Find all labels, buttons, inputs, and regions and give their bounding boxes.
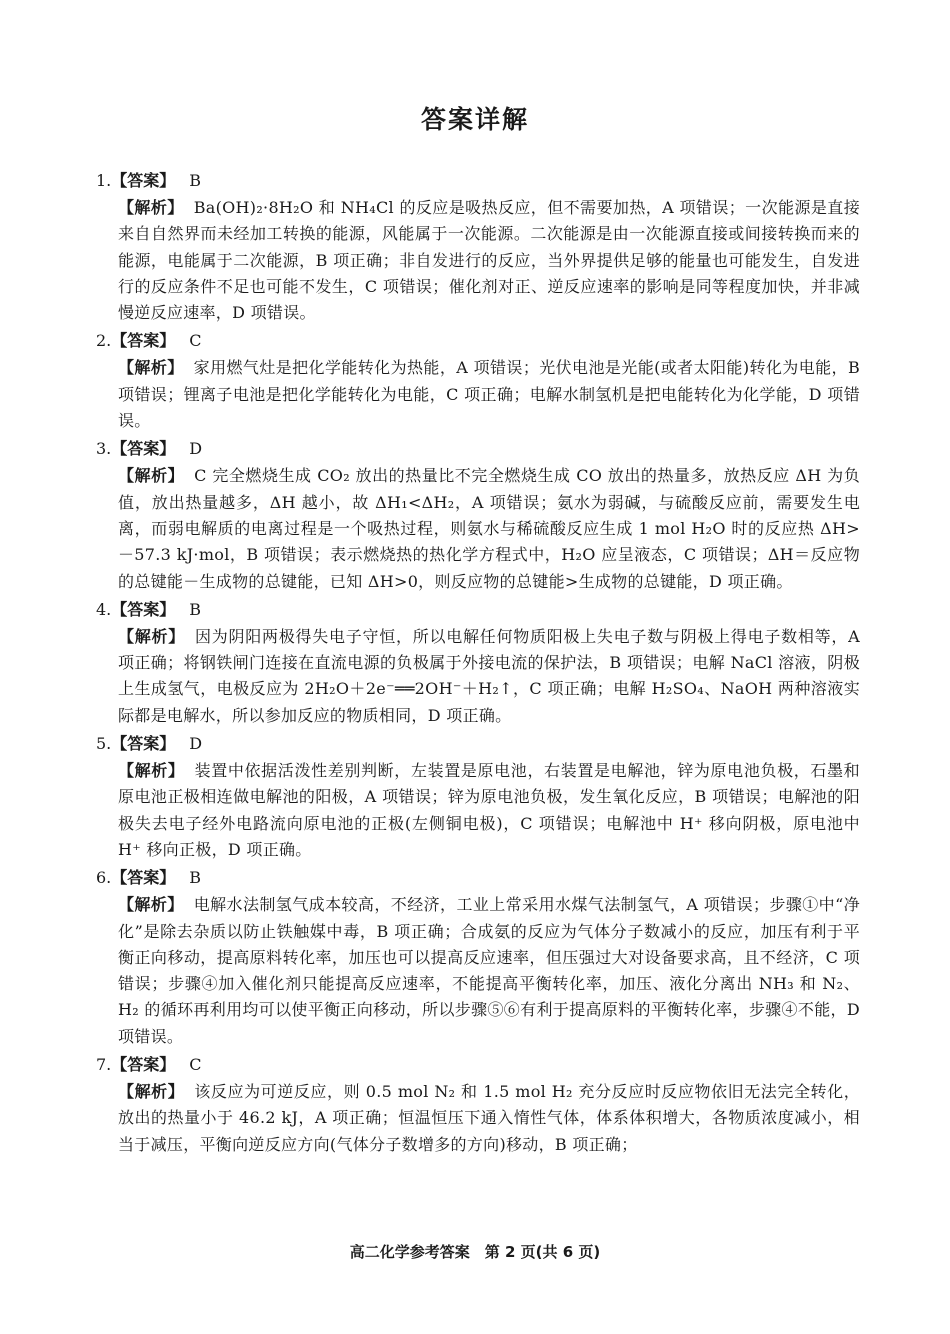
answer-line [96, 595, 860, 624]
answer-value: B [189, 171, 202, 190]
explanation-label: 【解析】 [118, 626, 185, 646]
page-title: 答案详解 [420, 105, 529, 134]
question-number: 1. [96, 171, 112, 190]
answer-line [96, 863, 860, 892]
answer-value: B [189, 599, 202, 619]
question-number: 6. [96, 868, 112, 888]
question-number: 7. [96, 1055, 112, 1075]
explanation-label: 【解析】 [118, 1082, 185, 1102]
explanation-label: 【解析】 [118, 358, 184, 378]
question-number: 3. [96, 439, 112, 459]
question-item-5 [96, 729, 860, 863]
explanation-label: 【解析】 [118, 761, 185, 781]
explanation [100, 1079, 860, 1158]
answer-line [96, 729, 860, 758]
explanation-text: 家用燃气灶是把化学能转化为热能，A 项错误；光伏电池是光能(或者太阳能)转化为电能，B 项错误；锂离子电池是把化学能转化为电能，C 项正确；电解水制氢机是把电能转化为化学能，D 项错误。 [118, 358, 860, 431]
explanation-text: C 完全燃烧生成 CO₂ 放出的热量比不完全燃烧生成 CO 放出的热量多，放热反应 ΔH 为负值，放出热量越多，ΔH 越小，故 ΔH₁<ΔH₂，A 项错误；氨水为弱碱，与硫酸反应前，需要发生电离，而弱电解质的电离过程是一个吸热过程，则氨水与稀硫酸反应生成 1 mol H₂O 时的反应热 ΔH>－57.3 kJ·mol，B 项错误；表示燃烧热的热化学方程式中，H₂O 应呈液态，C 项错误；ΔH＝反应物的总键能－生成物的总键能，已知 ΔH>0，则反应物的总键能>生成物的总键能，D 项正确。 [118, 466, 860, 591]
explanation [100, 355, 860, 434]
explanation-label: 【解析】 [118, 895, 184, 915]
question-item-7 [96, 1050, 860, 1158]
question-item-4 [96, 595, 861, 729]
explanation [100, 624, 860, 729]
answer-label: 【答案】 [111, 599, 176, 619]
answer-label: 【答案】 [111, 331, 176, 351]
answer-label: 【答案】 [111, 439, 176, 459]
explanation [100, 892, 860, 1050]
answer-line [96, 326, 860, 355]
explanation-text: Ba(OH)₂·8H₂O 和 NH₄Cl 的反应是吸热反应，但不需要加热，A 项错误；一次能源是直接来自自然界而未经加工转换的能源，风能属于一次能源。二次能源是由一次能源直接或间接转换而来的能源，电能属于二次能源，B 项正确；非自发进行的反应，当外界提供足够的能量也可能发生，自发进行的反应条件不足也可能不发生，C 项错误；催化剂对正、逆反应速率的影响是同等程度加快，并非减慢逆反应速率，D 项错误。 [118, 198, 860, 323]
page-footer: 高二化学参考答案 第 2 页(共 6 页) [349, 1243, 601, 1261]
answer-value: B [189, 868, 202, 888]
explanation-label: 【解析】 [118, 198, 184, 217]
answer-value: C [189, 1055, 202, 1075]
answer-value: D [189, 734, 203, 754]
answer-value: C [189, 331, 202, 351]
question-item-1 [96, 166, 860, 326]
explanation-text: 因为阴阳两极得失电子守恒，所以电解任何物质阳极上失电子数与阴极上得电子数相等，A 项正确；将钢铁闸门连接在直流电源的负极属于外接电流的保护法，B 项错误；电解 NaCl 溶液，阴极上生成氢气，电极反应为 2H₂O＋2e⁻══2OH⁻＋H₂↑，C 项正确；电解 H₂SO₄、NaOH 两种溶液实际都是电解水，所以参加反应的物质相同，D 项正确。 [118, 626, 861, 725]
question-number: 2. [96, 331, 112, 351]
answer-line [96, 166, 860, 195]
question-item-3 [96, 434, 860, 594]
explanation [100, 758, 860, 863]
answer-line [96, 1050, 860, 1079]
question-item-2 [96, 326, 860, 434]
explanation-text: 电解水法制氢气成本较高，不经济，工业上常采用水煤气法制氢气，A 项错误；步骤①中“净化”是除去杂质以防止铁触媒中毒，B 项正确；合成氨的反应为气体分子数减小的反应，加压有利于平衡正向移动，提高原料转化率，加压也可以提高反应速率，但压强过大对设备要求高，且不经济，C 项错误；步骤④加入催化剂只能提高反应速率，不能提高平衡转化率，加压、液化分离出 NH₃ 和 N₂、H₂ 的循环再利用均可以使平衡正向移动，所以步骤⑤⑥有利于提高原料的平衡转化率，步骤④不能，D 项错误。 [118, 895, 861, 1046]
explanation [100, 463, 860, 594]
answer-list [96, 166, 861, 1158]
answer-line [96, 434, 860, 463]
answer-label: 【答案】 [111, 734, 176, 754]
explanation [100, 195, 860, 326]
explanation-label: 【解析】 [118, 466, 185, 486]
answer-label: 【答案】 [111, 171, 176, 190]
question-item-6 [96, 863, 861, 1050]
explanation-text: 装置中依据活泼性差别判断，左装置是原电池，右装置是电解池，锌为原电池负极，石墨和原电池正极相连做电解池的阳极，A 项错误；锌为原电池负极，发生氧化反应，B 项错误；电解池的阳极失去电子经外电路流向原电池的正极(左侧铜电极)，C 项错误；电解池中 H⁺ 移向阴极，原电池中 H⁺ 移向正极，D 项正确。 [118, 761, 860, 859]
answer-label: 【答案】 [111, 868, 176, 888]
answer-value: D [189, 439, 203, 459]
question-number: 5. [96, 734, 112, 754]
answer-label: 【答案】 [111, 1055, 176, 1075]
question-number: 4. [96, 599, 112, 619]
explanation-text: 该反应为可逆反应，则 0.5 mol N₂ 和 1.5 mol H₂ 充分反应时反应物依旧无法完全转化，放出的热量小于 46.2 kJ，A 项正确；恒温恒压下通入惰性气体，体系体积增大，各物质浓度减小，相当于减压，平衡向逆反应方向(气体分子数增多的方向)移动，B 项正确； [118, 1082, 860, 1154]
